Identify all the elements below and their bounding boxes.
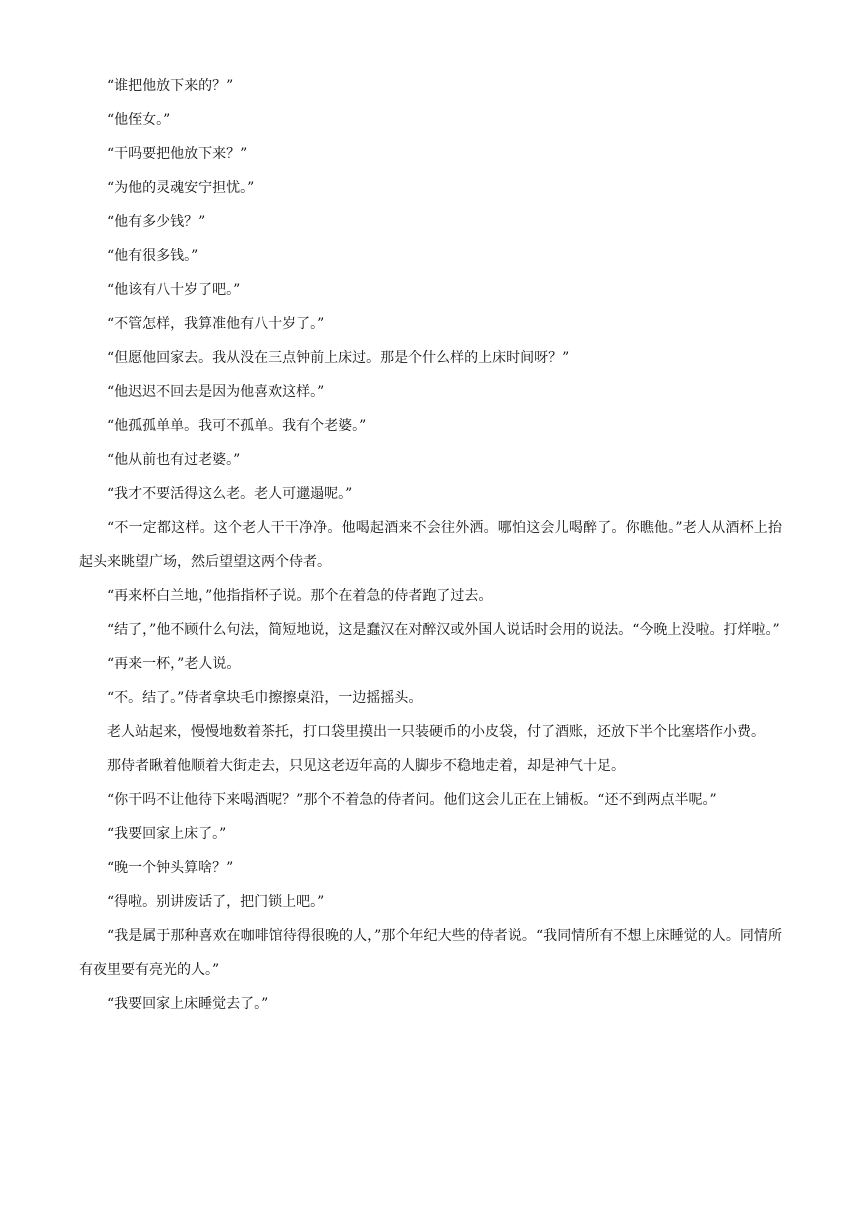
paragraph: “干吗要把他放下来？” bbox=[107, 146, 248, 162]
paragraph: “我是属于那种喜欢在咖啡馆待得很晚的人，”那个年纪大些的侍者说。“我同情所有不想上床睡觉的人。同情所有夜里要有亮光的人。” bbox=[79, 928, 782, 978]
paragraph: “不管怎样，我算准他有八十岁了。” bbox=[107, 316, 325, 332]
paragraph: “他侄女。” bbox=[107, 112, 171, 128]
paragraph: “再来杯白兰地，”他指指杯子说。那个在着急的侍者跑了过去。 bbox=[107, 588, 493, 604]
paragraph: “不。结了。”侍者拿块毛巾擦擦桌沿，一边摇摇头。 bbox=[107, 690, 423, 706]
paragraph: “他该有八十岁了吧。” bbox=[107, 282, 241, 298]
paragraph: “不一定都这样。这个老人干干净净。他喝起酒来不会往外洒。哪怕这会儿喝醉了。你瞧他。”老人从酒杯上抬起头来眺望广场，然后望望这两个侍者。 bbox=[79, 520, 782, 570]
paragraph: “他有多少钱？” bbox=[107, 214, 206, 230]
paragraph: “结了，”他不顾什么句法，简短地说，这是蠢汉在对醉汉或外国人说话时会用的说法。“今晚上没啦。打烊啦。” bbox=[107, 622, 780, 638]
paragraph: “再来一杯，”老人说。 bbox=[107, 656, 241, 672]
paragraph: “你干吗不让他待下来喝酒呢？”那个不着急的侍者问。他们这会儿正在上铺板。“还不到两点半呢。” bbox=[107, 792, 717, 808]
paragraph: “谁把他放下来的？” bbox=[107, 78, 234, 94]
paragraph: 那侍者瞅着他顺着大街走去，只见这老迈年高的人脚步不稳地走着，却是神气十足。 bbox=[107, 758, 625, 774]
paragraph: “他迟迟不回去是因为他喜欢这样。” bbox=[107, 384, 325, 400]
paragraph: “我要回家上床睡觉去了。” bbox=[107, 996, 269, 1012]
paragraph: “晚一个钟头算啥？” bbox=[107, 860, 234, 876]
paragraph: “我才不要活得这么老。老人可邋遢呢。” bbox=[107, 486, 353, 502]
paragraph: “他有很多钱。” bbox=[107, 248, 199, 264]
paragraph: “他从前也有过老婆。” bbox=[107, 452, 241, 468]
paragraph: “但愿他回家去。我从没在三点钟前上床过。那是个什么样的上床时间呀？” bbox=[107, 350, 570, 366]
story-text bbox=[79, 69, 782, 1021]
paragraph: “得啦。别讲废话了，把门锁上吧。” bbox=[107, 894, 325, 910]
paragraph: “为他的灵魂安宁担忧。” bbox=[107, 180, 255, 196]
paragraph: 老人站起来，慢慢地数着茶托，打口袋里摸出一只装硬币的小皮袋，付了酒账，还放下半个比塞塔作小费。 bbox=[107, 724, 765, 740]
paragraph: “我要回家上床了。” bbox=[107, 826, 227, 842]
paragraph: “他孤孤单单。我可不孤单。我有个老婆。” bbox=[107, 418, 367, 434]
